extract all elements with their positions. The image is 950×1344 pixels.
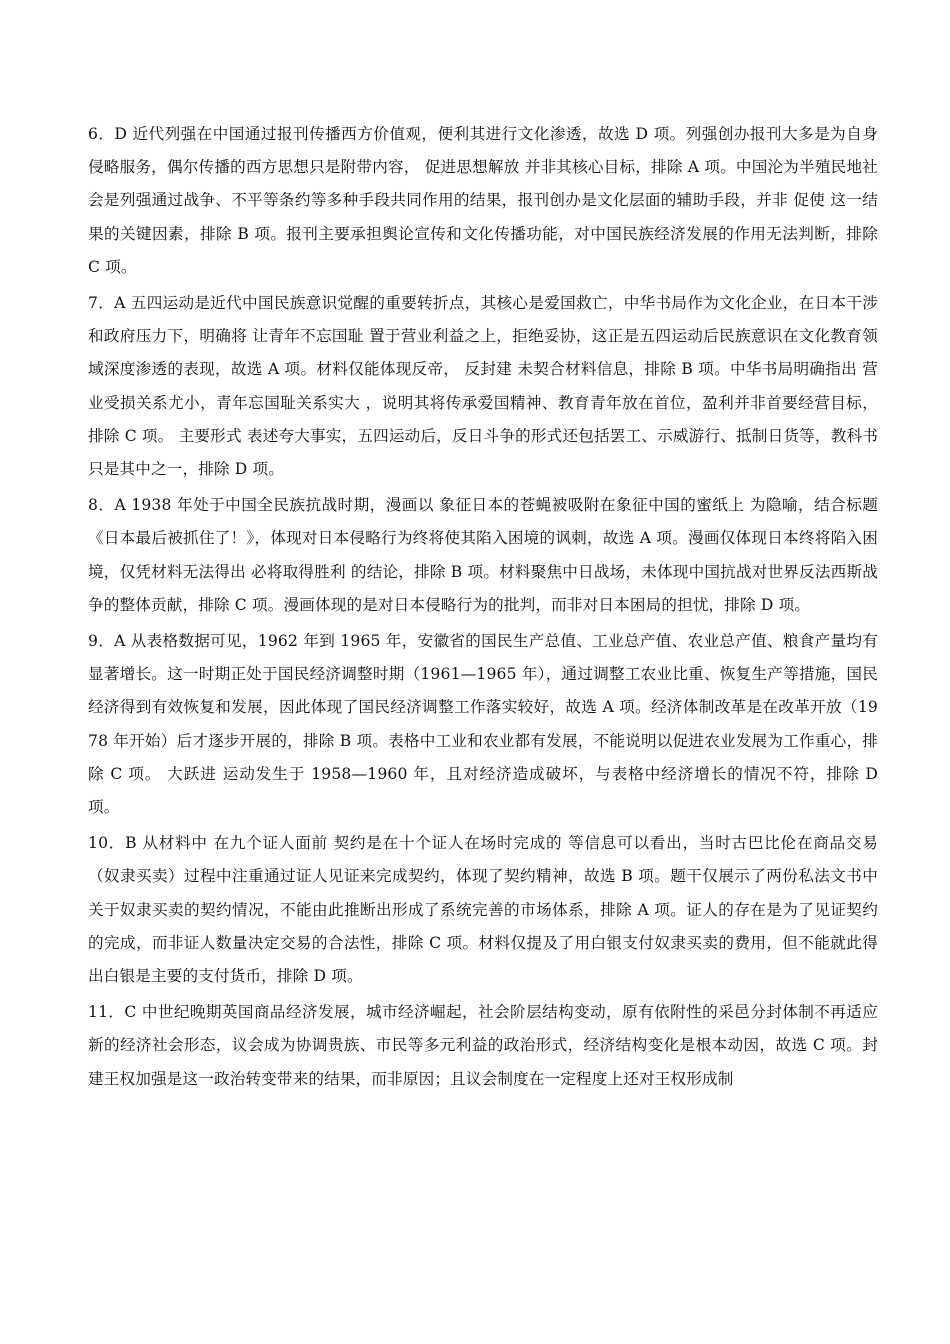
answer-explanations bbox=[88, 118, 878, 1099]
answer-11: 11．C 中世纪晚期英国商品经济发展，城市经济崛起，社会阶层结构变动，原有依附性的采邑分封体制不再适应新的经济社会形态，议会成为协调贵族、市民等多元利益的政治形式，经济结构变化是根本动因，故选 C 项。封建王权加强是这一政治转变带来的结果，而非原因；且议会制度在一定程度上还对王权形成制 bbox=[88, 1003, 878, 1088]
answer-7: 7．A 五四运动是近代中国民族意识觉醒的重要转折点，其核心是爱国救亡，中华书局作为文化企业，在日本干涉和政府压力下，明确将 让青年不忘国耻 置于营业利益之上，拒绝妥协，这正是五四运动后民族意识在文化教育领域深度渗透的表现，故选 A 项。材料仅能体现反帝， 反封建 未契合材料信息，排除 B 项。中华书局明确指出 营业受损关系尤小，青年忘国耻关系实大 ，说明其将传承爱国精神、教育青年放在首位，盈利并非首要经营目标，排除 C 项。 主要形式 表述夸大事实，五四运动后，反日斗争的形式还包括罢工、示威游行、抵制日货等，教科书只是其中之一，排除 D 项。 bbox=[88, 294, 878, 479]
answer-8: 8．A 1938 年处于中国全民族抗战时期，漫画以 象征日本的苍蝇被吸附在象征中国的蜜纸上 为隐喻，结合标题《日本最后被抓住了！》，体现对日本侵略行为终将使其陷入困境的讽刺，故选 A 项。漫画仅体现日本终将陷入困境，仅凭材料无法得出 必将取得胜利 的结论，排除 B 项。材料聚焦中日战场，未体现中国抗战对世界反法西斯战争的整体贡献，排除 C 项。漫画体现的是对日本侵略行为的批判，而非对日本困局的担忧，排除 D 项。 bbox=[88, 496, 878, 614]
answer-10: 10．B 从材料中 在九个证人面前 契约是在十个证人在场时完成的 等信息可以看出，当时古巴比伦在商品交易（奴隶买卖）过程中注重通过证人见证来完成契约，体现了契约精神，故选 B 项。题干仅展示了两份私法文书中关于奴隶买卖的契约情况，不能由此推断出形成了系统完善的市场体系，排除 A 项。证人的存在是为了见证契约的完成，而非证人数量决定交易的合法性，排除 C 项。材料仅提及了用白银支付奴隶买卖的费用，但不能就此得出白银是主要的支付货币，排除 D 项。 bbox=[88, 834, 878, 986]
answer-9: 9．A 从表格数据可见，1962 年到 1965 年，安徽省的国民生产总值、工业总产值、农业总产值、粮食产量均有显著增长。这一时期正处于国民经济调整时期（1961—1965 年），通过调整工农业比重、恢复生产等措施，国民经济得到有效恢复和发展，因此体现了国民经济调整工作落实较好，故选 A 项。经济体制改革是在改革开放（1978 年开始）后才逐步开展的，排除 B 项。表格中工业和农业都有发展，不能说明以促进农业发展为工作重心，排除 C 项。 大跃进 运动发生于 1958—1960 年，且对经济造成破坏，与表格中经济增长的情况不符，排除 D 项。 bbox=[88, 632, 878, 817]
answer-6: 6．D 近代列强在中国通过报刊传播西方价值观，便利其进行文化渗透，故选 D 项。列强创办报刊大多是为自身侵略服务，偶尔传播的西方思想只是附带内容， 促进思想解放 并非其核心目标，排除 A 项。中国沦为半殖民地社会是列强通过战争、不平等条约等多种手段共同作用的结果，报刊创办是文化层面的辅助手段，并非 促使 这一结果的关键因素，排除 B 项。报刊主要承担舆论宣传和文化传播功能，对中国民族经济发展的作用无法判断，排除 C 项。 bbox=[88, 125, 878, 276]
